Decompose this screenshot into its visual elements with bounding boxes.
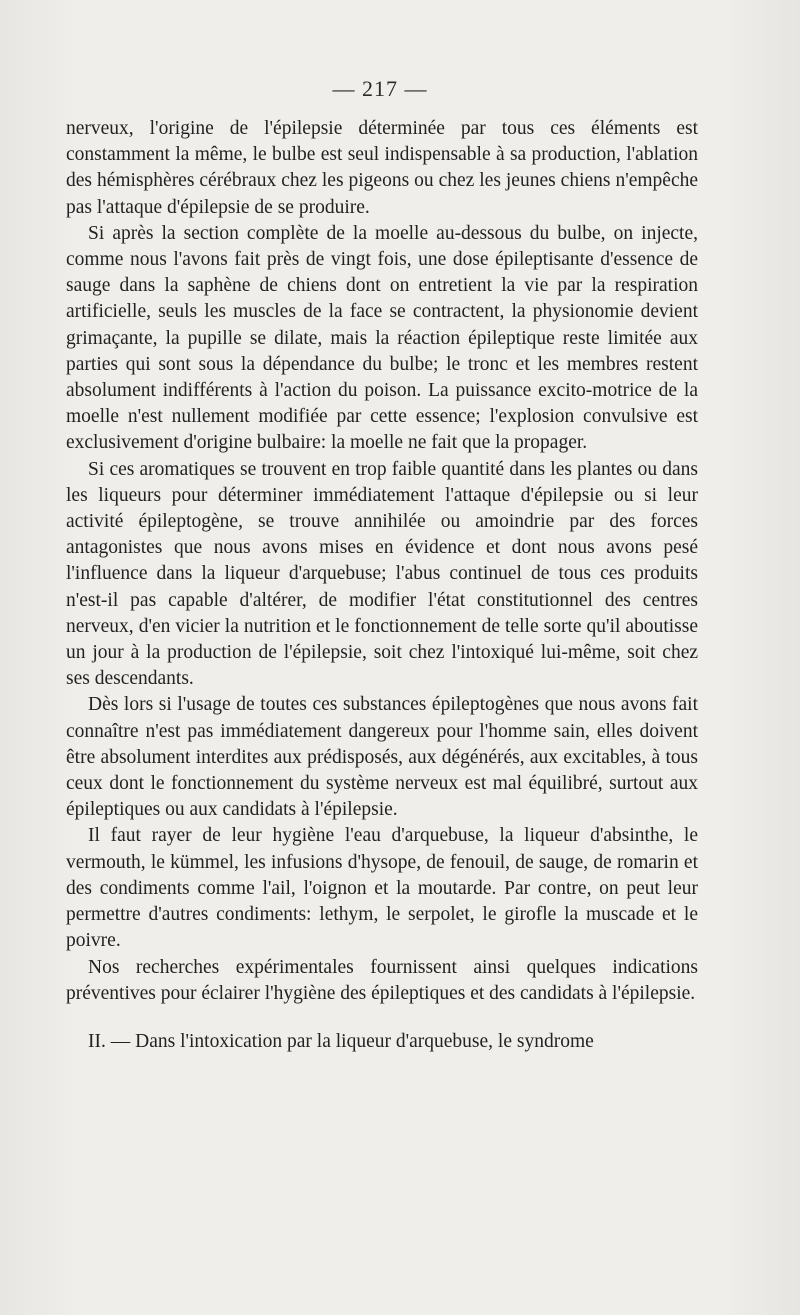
paragraph-substances: Dès lors si l'usage de toutes ces substances épileptogènes que nous avons fait connaître n'est pas immédiatement dangereux pour l'homme sain, elles doivent être absolument interdites aux prédisposés, aux dégénérés, aux excitables, à tous ceux dont le fonctionnement du système nerveux est mal équilibré, surtout aux épileptiques ou aux candidats à l'épilepsie. bbox=[66, 694, 698, 821]
paragraph-section-two: II. — Dans l'intoxication par la liqueur d'arquebuse, le syndrome bbox=[88, 1030, 594, 1052]
paragraph-recherches: Nos recherches expérimentales fournissent ainsi quelques indications préventives pour éclairer l'hygiène des épileptiques et des candidats à l'épilepsie. bbox=[66, 956, 698, 1004]
body-text bbox=[66, 116, 698, 1055]
paragraph-aromatiques: Si ces aromatiques se trouvent en trop faible quantité dans les plantes ou dans les liqueurs pour déterminer immédiatement l'attaque d'épilepsie ou si leur activité épileptogène, se trouve annihilée ou amoindrie par des forces antagonistes que nous avons mises en évidence et dont nous avons pesé l'influence dans la liqueur d'arquebuse; l'abus continuel de tous ces produits n'est-il pas capable d'altérer, de modifier l'état constitutionnel des centres nerveux, d'en vicier la nutrition et le fonctionnement de telle sorte qu'il aboutisse un jour à la production de l'épilepsie, soit chez l'intoxiqué lui-même, soit chez ses descendants. bbox=[66, 458, 698, 690]
page-number: — 217 — bbox=[332, 76, 428, 101]
paragraph-continuation: nerveux, l'origine de l'épilepsie déterminée par tous ces éléments est constamment la même, le bulbe est seul indispensable à sa production, l'ablation des hémisphères cérébraux chez les pigeons ou chez les jeunes chiens n'empêche pas l'attaque d'épilepsie de se produire. bbox=[66, 118, 698, 218]
paragraph-section-moelle: Si après la section complète de la moelle au-dessous du bulbe, on injecte, comme nous l'avons fait près de vingt fois, une dose épileptisante d'essence de sauge dans la saphène de chiens dont on entretient la vie par la respiration artificielle, seuls les muscles de la face se contractent, la physionomie devient grimaçante, la pupille se dilate, mais la réaction épileptique reste limitée aux parties qui sont sous la dépendance du bulbe; le tronc et les membres restent absolument indifférents à l'action du poison. La puissance excito-motrice de la moelle n'est nullement modifiée par cette essence; l'explosion convulsive est exclusivement d'origine bulbaire: la moelle ne fait que la propager. bbox=[66, 222, 698, 454]
paragraph-hygiene: Il faut rayer de leur hygiène l'eau d'arquebuse, la liqueur d'absinthe, le vermouth, le kümmel, les infusions d'hysope, de fenouil, de sauge, de romarin et des condiments comme l'ail, l'oignon et la moutarde. Par contre, on peut leur permettre d'autres condiments: lethym, le serpolet, le girofle la muscade et le poivre. bbox=[66, 825, 698, 952]
